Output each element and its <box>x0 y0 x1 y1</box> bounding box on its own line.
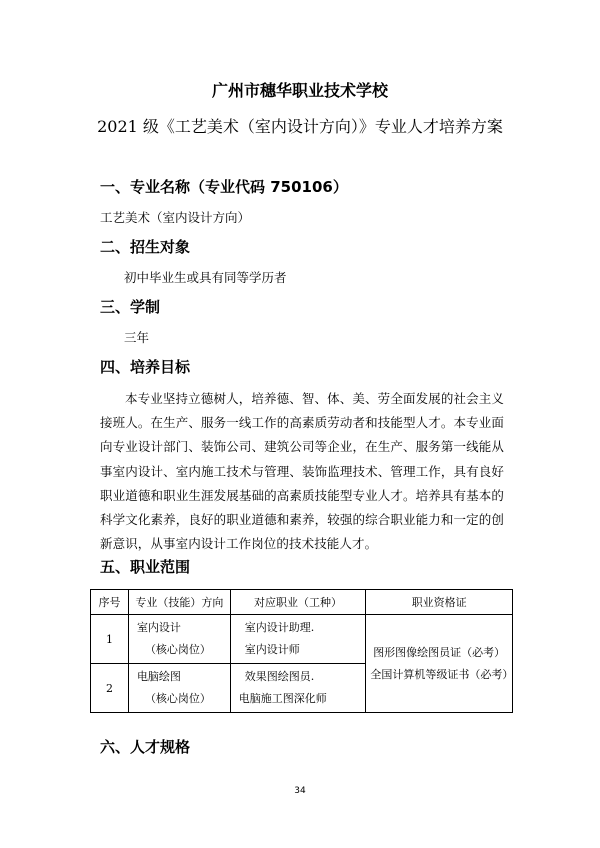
certificate-item: 全国计算机等级证书（必考） <box>370 667 514 681</box>
section-heading-major: 一、专业名称（专业代码 750106） <box>100 178 348 196</box>
section-heading-duration: 三、学制 <box>100 298 161 316</box>
row-number: 1 <box>91 615 129 664</box>
section-heading-talent-spec: 六、人才规格 <box>100 738 191 756</box>
column-header-jobs: 对应职业（工种） <box>230 590 366 615</box>
major-name: 工艺美术（室内设计方向） <box>100 210 251 225</box>
job-title: 室内设计助理. <box>244 621 315 634</box>
jobs-cell <box>230 664 366 713</box>
job-title: 效果图绘图员. <box>244 670 315 683</box>
direction-name: 电脑绘图 <box>136 670 181 683</box>
direction-note: （核心岗位） <box>144 692 211 705</box>
section-heading-objectives: 四、培养目标 <box>100 358 191 376</box>
school-name: 广州市穗华职业技术学校 <box>211 81 388 100</box>
column-header-certificate: 职业资格证 <box>366 590 513 615</box>
row-number: 2 <box>91 664 129 713</box>
direction-cell <box>128 615 230 664</box>
section-heading-enrollment: 二、招生对象 <box>100 238 191 256</box>
objectives-paragraph: 本专业坚持立德树人，培养德、智、体、美、劳全面发展的社会主义接班人。在生产、服务一线工作的高素质劳动者和技能型人才。本专业面向专业设计部门、装饰公司、建筑公司等企业，在生产、服务第一线能从事室内设计、室内施工技术与管理、装饰监理技术、管理工作，具有良好职业道德和职业生涯发展基础的高素质技能型专业人才。培养具有基本的科学文化素养，良好的职业道德和素养，较强的综合职业能力和一定的创新意识，从事室内设计工作岗位的技术技能人才。 <box>100 391 504 552</box>
page-number: 34 <box>294 786 306 796</box>
jobs-cell <box>230 615 366 664</box>
job-title: 室内设计师 <box>244 643 300 656</box>
certificate-cell <box>366 615 513 713</box>
table-row <box>91 615 513 664</box>
table-header-row <box>91 590 513 615</box>
column-header-direction: 专业（技能）方向 <box>128 590 230 615</box>
section-heading-career-scope: 五、职业范围 <box>100 558 191 576</box>
enrollment-target: 初中毕业生或具有同等学历者 <box>124 270 287 285</box>
column-header-number: 序号 <box>91 590 129 615</box>
study-duration: 三年 <box>124 330 150 345</box>
career-scope-table <box>90 589 513 713</box>
job-title: 电脑施工图深化师 <box>238 692 327 705</box>
certificate-item: 图形图像绘图员证（必考） <box>373 645 506 659</box>
direction-name: 室内设计 <box>136 621 181 634</box>
direction-note: （核心岗位） <box>144 643 211 656</box>
direction-cell <box>128 664 230 713</box>
plan-title: 2021 级《工艺美术（室内设计方向）》专业人才培养方案 <box>97 117 503 136</box>
